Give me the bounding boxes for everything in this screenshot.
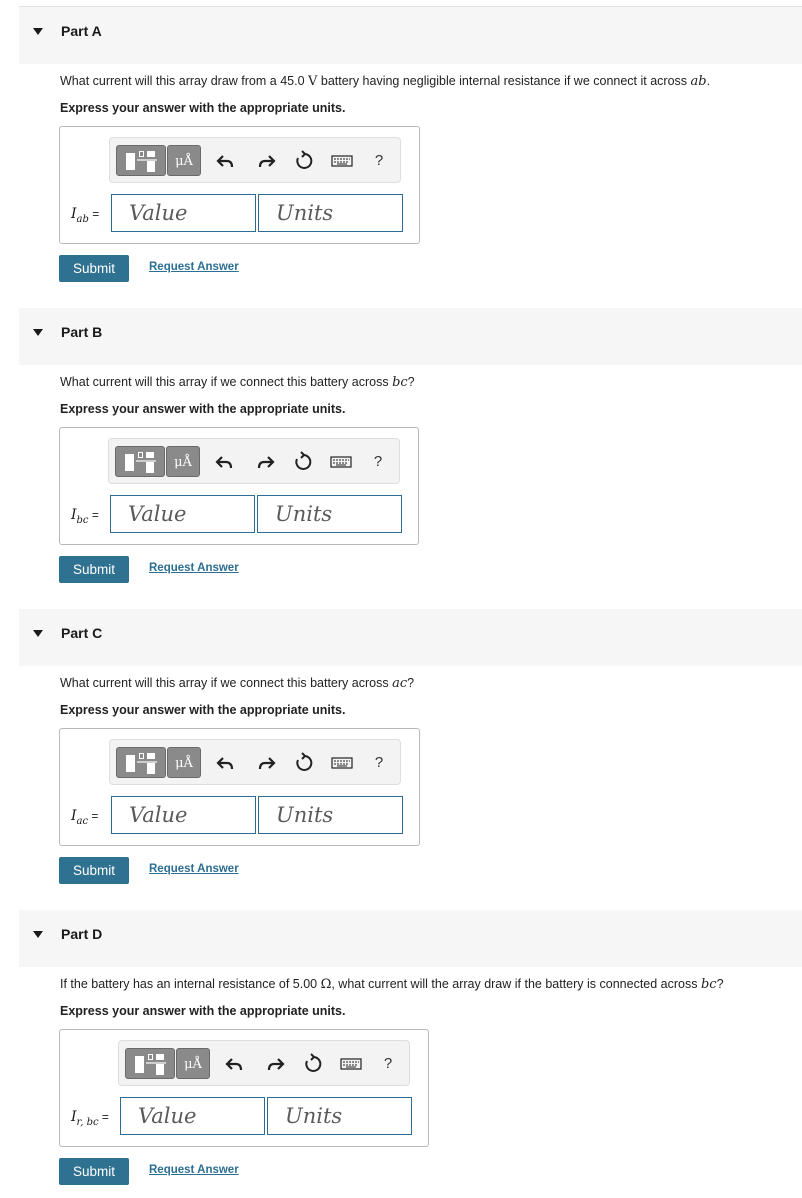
question-text: What current will this array if we connect this battery across bc?	[60, 375, 415, 390]
value-input[interactable]: Value	[120, 1097, 265, 1135]
variable-label: $I_{r, bc}$ =	[71, 1109, 109, 1128]
part-title[interactable]: Part A	[61, 23, 102, 39]
reset-icon[interactable]	[293, 150, 315, 172]
part-header[interactable]	[19, 910, 802, 967]
math-toolbar	[118, 1040, 410, 1086]
collapse-caret-icon[interactable]	[33, 329, 43, 336]
request-answer-link[interactable]: Request Answer	[149, 863, 239, 875]
templates-icon[interactable]	[115, 446, 165, 477]
math-toolbar	[108, 438, 400, 484]
submit-button[interactable]: Submit	[59, 857, 129, 884]
reset-icon[interactable]	[293, 752, 315, 774]
redo-icon[interactable]	[255, 150, 277, 172]
part-b	[0, 308, 802, 609]
math-toolbar	[109, 739, 401, 785]
keyboard-icon[interactable]	[331, 150, 353, 172]
variable-label: $I_{ac}$ =	[71, 808, 99, 827]
part-title[interactable]: Part D	[61, 926, 103, 942]
units-icon[interactable]: μÅ	[166, 446, 200, 477]
part-title[interactable]: Part B	[61, 324, 103, 340]
undo-icon[interactable]	[215, 752, 237, 774]
part-c	[0, 609, 802, 910]
answer-box	[59, 1029, 429, 1147]
redo-icon[interactable]	[264, 1053, 286, 1075]
instruction-text: Express your answer with the appropriate units.	[60, 703, 346, 717]
question-text: What current will this array draw from a 45.0 V battery having negligible internal resistance if we connect it across ab.	[60, 74, 711, 89]
answer-box	[59, 126, 420, 244]
submit-button[interactable]: Submit	[59, 1158, 129, 1185]
units-icon[interactable]: μÅ	[167, 145, 201, 176]
submit-button[interactable]: Submit	[59, 556, 129, 583]
answer-box	[59, 728, 420, 846]
reset-icon[interactable]	[302, 1053, 324, 1075]
instruction-text: Express your answer with the appropriate units.	[60, 1004, 346, 1018]
answer-box	[59, 427, 419, 545]
value-input[interactable]: Value	[111, 796, 256, 834]
value-input[interactable]: Value	[111, 194, 256, 232]
redo-icon[interactable]	[255, 752, 277, 774]
collapse-caret-icon[interactable]	[33, 630, 43, 637]
units-input[interactable]: Units	[257, 495, 402, 533]
part-title[interactable]: Part C	[61, 625, 103, 641]
keyboard-icon[interactable]	[331, 752, 353, 774]
keyboard-icon[interactable]	[340, 1053, 362, 1075]
units-input[interactable]: Units	[258, 194, 403, 232]
templates-icon[interactable]	[116, 747, 166, 778]
help-icon[interactable]: ?	[373, 453, 383, 470]
units-input[interactable]: Units	[258, 796, 403, 834]
request-answer-link[interactable]: Request Answer	[149, 261, 239, 273]
request-answer-link[interactable]: Request Answer	[149, 562, 239, 574]
instruction-text: Express your answer with the appropriate units.	[60, 101, 346, 115]
question-text: If the battery has an internal resistance of 5.00 Ω, what current will the array draw if the battery is connected across bc?	[60, 977, 724, 992]
collapse-caret-icon[interactable]	[33, 931, 43, 938]
collapse-caret-icon[interactable]	[33, 28, 43, 35]
variable-label: $I_{bc}$ =	[71, 507, 99, 526]
redo-icon[interactable]	[254, 451, 276, 473]
undo-icon[interactable]	[224, 1053, 246, 1075]
submit-button[interactable]: Submit	[59, 255, 129, 282]
undo-icon[interactable]	[215, 150, 237, 172]
value-input[interactable]: Value	[110, 495, 255, 533]
help-icon[interactable]: ?	[383, 1055, 393, 1072]
units-icon[interactable]: μÅ	[176, 1048, 210, 1079]
units-input[interactable]: Units	[267, 1097, 412, 1135]
help-icon[interactable]: ?	[374, 754, 384, 771]
templates-icon[interactable]	[125, 1048, 175, 1079]
templates-icon[interactable]	[116, 145, 166, 176]
question-text: What current will this array if we connect this battery across ac?	[60, 676, 415, 691]
instruction-text: Express your answer with the appropriate units.	[60, 402, 346, 416]
variable-label: $I_{ab}$ =	[71, 206, 100, 225]
help-icon[interactable]: ?	[374, 152, 384, 169]
undo-icon[interactable]	[214, 451, 236, 473]
part-a	[0, 7, 802, 308]
math-toolbar	[109, 137, 401, 183]
part-header[interactable]	[19, 609, 802, 666]
part-header[interactable]	[19, 7, 802, 64]
request-answer-link[interactable]: Request Answer	[149, 1164, 239, 1176]
part-header[interactable]	[19, 308, 802, 365]
part-d	[0, 910, 802, 1198]
keyboard-icon[interactable]	[330, 451, 352, 473]
units-icon[interactable]: μÅ	[167, 747, 201, 778]
reset-icon[interactable]	[292, 451, 314, 473]
